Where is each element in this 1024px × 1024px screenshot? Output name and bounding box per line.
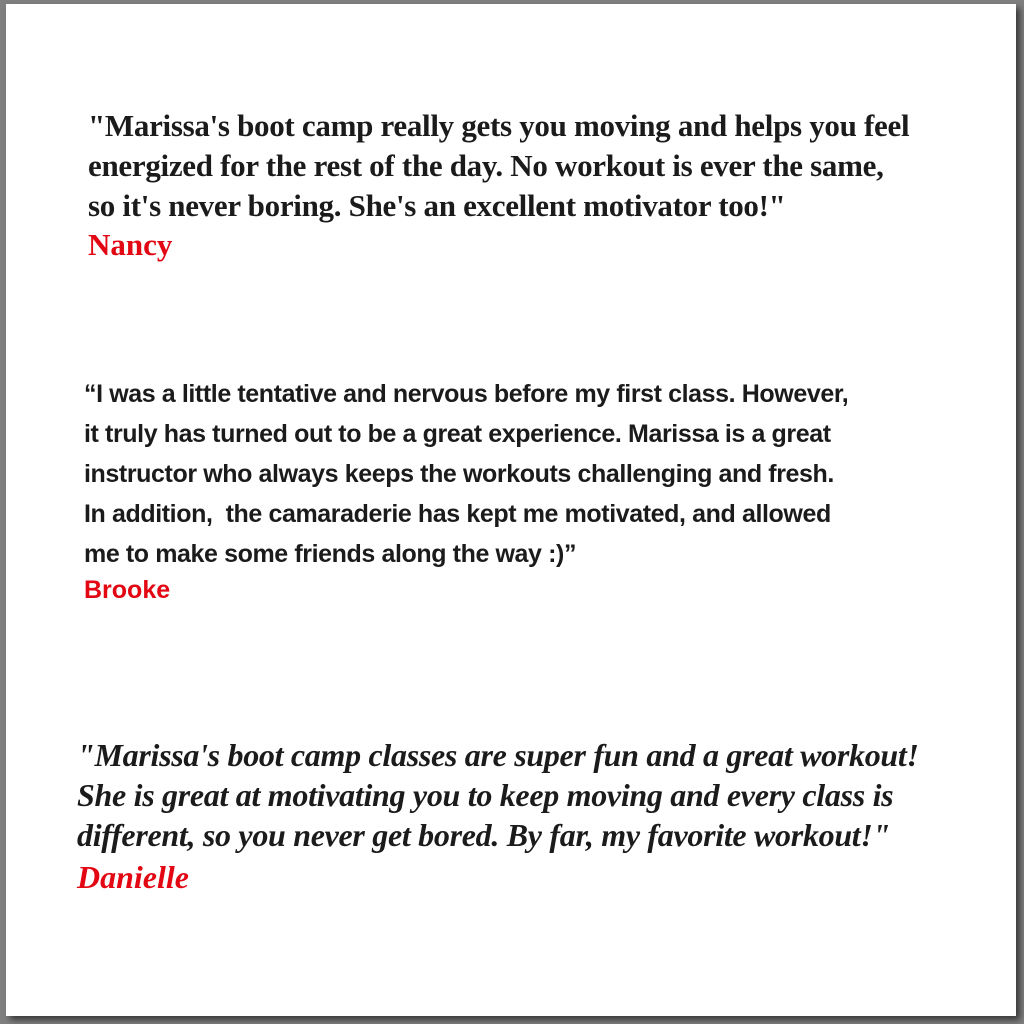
quote-line: "Marissa's boot camp classes are super fun and a great workout!	[77, 737, 919, 773]
testimonial-quote-danielle	[77, 735, 919, 855]
quote-line: “I was a little tentative and nervous before my first class. However,	[84, 380, 849, 408]
quote-line: instructor who always keeps the workouts challenging and fresh.	[84, 460, 834, 488]
quote-line: it truly has turned out to be a great experience. Marissa is a great	[84, 420, 831, 448]
quote-line: energized for the rest of the day. No workout is ever the same,	[88, 148, 884, 183]
testimonials-panel	[6, 4, 1016, 1016]
quote-line: In addition, the camaraderie has kept me motivated, and allowed	[84, 500, 831, 528]
testimonial-author-nancy: Nancy	[88, 227, 173, 262]
testimonial-quote-nancy	[88, 106, 909, 226]
quote-line: She is great at motivating you to keep moving and every class is	[77, 777, 894, 813]
quote-line: me to make some friends along the way :)”	[84, 540, 577, 568]
testimonial-author-danielle: Danielle	[77, 859, 189, 895]
quote-line: different, so you never get bored. By far, my favorite workout!"	[77, 817, 891, 853]
testimonial-author-brooke: Brooke	[84, 576, 171, 604]
quote-line: so it's never boring. She's an excellent motivator too!"	[88, 188, 786, 223]
quote-line: "Marissa's boot camp really gets you moving and helps you feel	[88, 108, 910, 143]
testimonial-quote-brooke	[84, 374, 848, 574]
